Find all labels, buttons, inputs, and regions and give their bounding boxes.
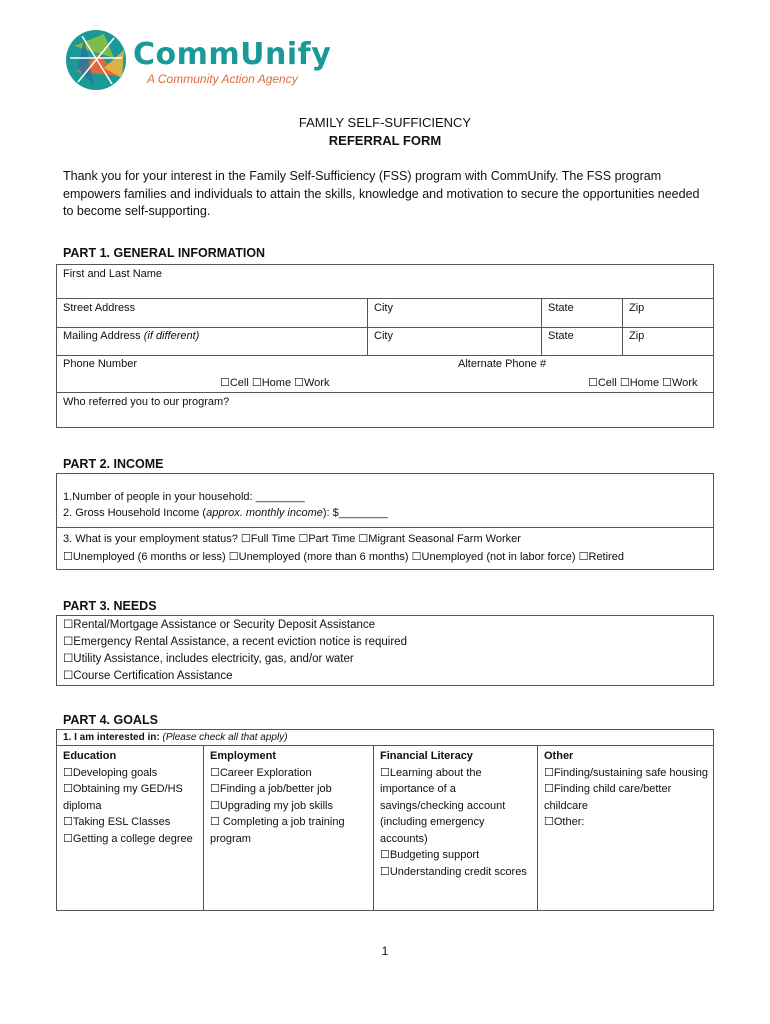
brand-tagline: A Community Action Agency (147, 72, 298, 86)
city2-field[interactable]: City (374, 330, 393, 342)
employment-options[interactable]: ☐Unemployed (6 months or less) ☐Unemployed (more than 6 months) ☐Unemployed (not in labor force) ☐Retired (63, 551, 624, 563)
needs-list (63, 617, 407, 685)
part2-title: PART 2. INCOME (63, 457, 164, 471)
need-item[interactable]: ☐Course Certification Assistance (63, 670, 233, 682)
goal-item[interactable]: ☐Finding/sustaining safe housing (544, 766, 708, 779)
part4-title: PART 4. GOALS (63, 713, 158, 727)
alt-phone-field[interactable]: Alternate Phone # (458, 358, 547, 370)
goal-item[interactable]: ☐ Completing a job training program (210, 816, 345, 845)
interested-text: 1. I am interested in: (63, 732, 160, 743)
brand-name: CommUnify (133, 37, 332, 72)
need-item[interactable]: ☐Emergency Rental Assistance, a recent eviction notice is required (63, 636, 407, 648)
interested-label (63, 732, 288, 743)
income-note: approx. monthly income (206, 507, 323, 519)
state2-field[interactable]: State (548, 330, 574, 342)
goals-column-other (544, 748, 708, 831)
goal-item[interactable]: ☐Obtaining my GED/HS diploma (63, 783, 183, 812)
goal-item[interactable]: ☐Developing goals (63, 766, 158, 779)
goal-item[interactable]: ☐Finding a job/better job (210, 783, 332, 795)
column-heading: Financial Literacy (380, 750, 473, 762)
goals-column-employment (210, 748, 368, 847)
need-item[interactable]: ☐Utility Assistance, includes electricity, gas, and/or water (63, 653, 354, 665)
zip2-field[interactable]: Zip (629, 330, 645, 342)
income-field[interactable] (63, 507, 388, 519)
page-number: 1 (381, 944, 389, 958)
zip-field[interactable]: Zip (629, 302, 645, 314)
street-field[interactable]: Street Address (63, 302, 136, 314)
part3-title: PART 3. NEEDS (63, 599, 157, 613)
form-subtitle: REFERRAL FORM (328, 133, 442, 148)
mailing-note: (if different) (143, 330, 200, 342)
mailing-field[interactable] (63, 330, 199, 342)
goal-item[interactable]: ☐Finding child care/better childcare (544, 783, 672, 812)
need-item[interactable]: ☐Rental/Mortgage Assistance or Security Deposit Assistance (63, 619, 376, 631)
goals-column-financial (380, 748, 532, 880)
phone-type-checkboxes[interactable]: ☐Cell ☐Home ☐Work (220, 377, 330, 389)
goal-item[interactable]: ☐Other: (544, 816, 585, 828)
income-prefix: 2. Gross Household Income ( (63, 507, 207, 519)
part1-title: PART 1. GENERAL INFORMATION (63, 246, 266, 260)
interested-note: (Please check all that apply) (162, 732, 288, 743)
goal-item[interactable]: ☐Learning about the importance of a savings/checking account (including emergency accounts) (380, 766, 506, 845)
column-heading: Employment (210, 750, 277, 762)
name-field[interactable]: First and Last Name (63, 268, 163, 280)
column-heading: Other (544, 750, 574, 762)
income-suffix: ): $________ (322, 507, 388, 519)
referred-field[interactable]: Who referred you to our program? (63, 396, 230, 408)
goals-column-education (63, 748, 199, 847)
column-heading: Education (63, 750, 117, 762)
goal-item[interactable]: ☐Getting a college degree (63, 832, 193, 845)
form-title: FAMILY SELF-SUFFICIENCY (298, 115, 472, 130)
goal-item[interactable]: ☐Understanding credit scores (380, 865, 527, 878)
goal-item[interactable]: ☐Taking ESL Classes (63, 816, 171, 828)
employment-question[interactable]: 3. What is your employment status? ☐Full Time ☐Part Time ☐Migrant Seasonal Farm Worker (63, 533, 521, 545)
goal-item[interactable]: ☐Career Exploration (210, 766, 312, 779)
goal-item[interactable]: ☐Budgeting support (380, 849, 480, 861)
intro-paragraph: Thank you for your interest in the Family Self-Sufficiency (FSS) program with CommUnify. The FSS program empowers families and individuals to attain the skills, knowledge and motivation to secure the opportunities needed to become self-supporting. (63, 169, 700, 218)
household-field[interactable]: 1.Number of people in your household: ________ (63, 491, 305, 503)
state-field[interactable]: State (548, 302, 574, 314)
city-field[interactable]: City (374, 302, 393, 314)
goal-item[interactable]: ☐Upgrading my job skills (210, 799, 333, 812)
phone-field[interactable]: Phone Number (63, 358, 137, 370)
alt-phone-type-checkboxes[interactable]: ☐Cell ☐Home ☐Work (588, 377, 698, 389)
mailing-label: Mailing Address (63, 330, 141, 342)
